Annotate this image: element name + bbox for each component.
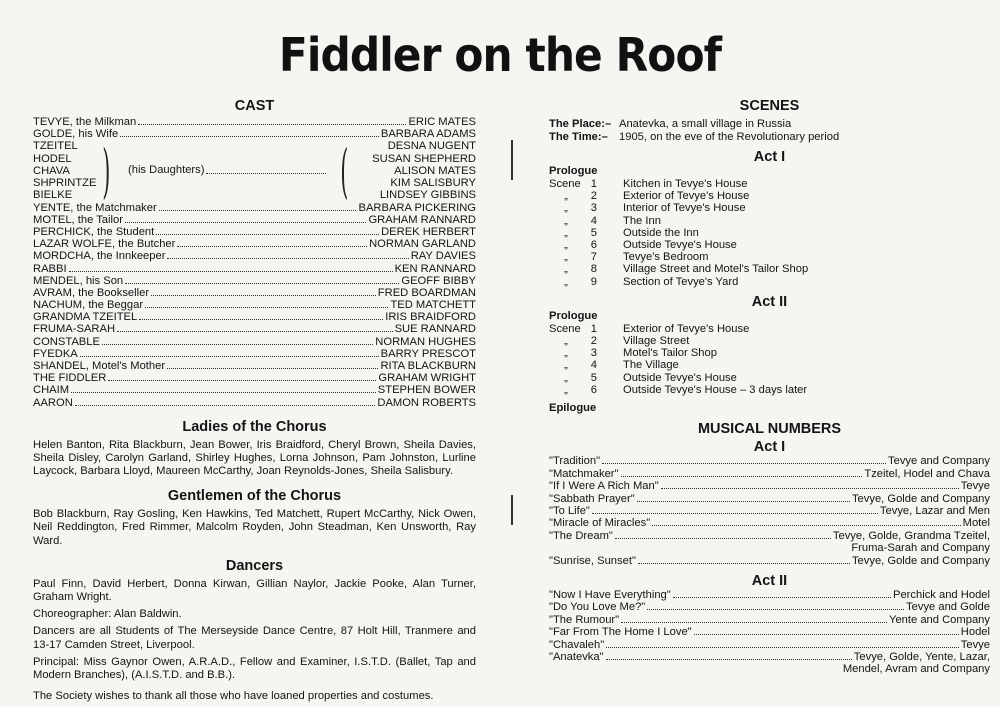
scene-title: Outside the Inn bbox=[623, 226, 699, 239]
song-title: "Tradition" bbox=[549, 455, 601, 468]
act1-scenes-heading: Act I bbox=[753, 149, 786, 165]
leader-dots bbox=[102, 344, 373, 345]
song-performers: Motel bbox=[962, 517, 990, 530]
scene-row bbox=[549, 276, 990, 288]
leader-dots bbox=[117, 331, 393, 332]
cast-actor: GRAHAM WRIGHT bbox=[378, 372, 476, 385]
song-performers: Perchick and Hodel bbox=[892, 588, 990, 601]
leader-dots bbox=[151, 295, 376, 296]
scene-prefix: „ bbox=[564, 226, 568, 239]
place-label: The Place:– bbox=[549, 118, 612, 130]
cast-role: LAZAR WOLFE, the Butcher bbox=[33, 238, 176, 251]
cast-row bbox=[33, 275, 476, 287]
leader-dots bbox=[167, 258, 408, 259]
cast-role: YENTE, the Matchmaker bbox=[33, 201, 157, 214]
song-performers: Tevye bbox=[960, 638, 990, 651]
cast-actor: IRIS BRAIDFORD bbox=[385, 311, 476, 324]
act2-song-list bbox=[549, 589, 990, 676]
song-row bbox=[549, 467, 990, 479]
cast-row bbox=[33, 262, 476, 274]
gentlemen-text: Bob Blackburn, Ray Gosling, Ken Hawkins, Ted Matchett, Rupert McCarthy, Nick Owen, Neil Reddington, Fred Rimmer, Malcolm Royden, John Steadman, Ken Unsworth, Ray Ward. bbox=[33, 508, 476, 547]
leader-dots bbox=[125, 222, 367, 223]
cast-role: AARON bbox=[33, 396, 73, 409]
song-performers: Tevye, Golde and Company bbox=[851, 554, 990, 567]
cast-role: PERCHICK, the Student bbox=[33, 225, 155, 238]
cast-actor: NORMAN HUGHES bbox=[375, 335, 476, 348]
cast-list bbox=[33, 201, 476, 408]
song-row bbox=[549, 638, 990, 650]
cast-actor: RITA BLACKBURN bbox=[380, 360, 476, 372]
scene-title: Village Street and Motel's Tailor Shop bbox=[623, 263, 809, 276]
cast-role: FYEDKA bbox=[33, 347, 78, 360]
song-performers: Hodel bbox=[960, 626, 990, 639]
scene-title: Exterior of Tevye's House bbox=[623, 322, 750, 335]
scene-row bbox=[549, 227, 990, 239]
act1-prologue: Prologue bbox=[549, 165, 598, 177]
leader-dots bbox=[602, 463, 886, 464]
cast-row bbox=[33, 360, 476, 372]
leader-dots bbox=[80, 356, 379, 357]
song-title: "Now I Have Everything" bbox=[549, 588, 671, 601]
students-text: Dancers are all Students of The Merseyside Dance Centre, 87 Holt Hill, Tranmere and 13-17 Camden Street, Liverpool. bbox=[33, 625, 476, 651]
cast-actor: TED MATCHETT bbox=[390, 299, 476, 312]
scene-row bbox=[549, 202, 990, 214]
cast-row bbox=[33, 311, 476, 323]
leader-dots bbox=[647, 609, 904, 610]
cast-role: FRUMA-SARAH bbox=[33, 323, 116, 336]
scene-prefix: „ bbox=[564, 335, 568, 348]
scene-number: 6 bbox=[590, 239, 597, 252]
cast-role: CONSTABLE bbox=[33, 335, 100, 348]
daughters-group bbox=[33, 137, 476, 206]
cast-row bbox=[33, 384, 476, 396]
scene-row bbox=[549, 190, 990, 202]
song-row bbox=[549, 589, 990, 601]
song-row bbox=[549, 492, 990, 504]
leader-dots bbox=[638, 563, 850, 564]
cast-actor: STEPHEN BOWER bbox=[377, 384, 476, 397]
scene-title: Tevye's Bedroom bbox=[623, 251, 709, 264]
song-row bbox=[549, 626, 990, 638]
cast-row bbox=[33, 116, 476, 128]
cast-actor: RAY DAVIES bbox=[410, 250, 476, 263]
song-title: "Anatevka" bbox=[549, 650, 604, 663]
scene-title: Outside Tevye's House bbox=[623, 371, 737, 384]
scene-row bbox=[549, 372, 990, 384]
cast-actor: DAMON ROBERTS bbox=[377, 396, 476, 409]
scene-row bbox=[549, 335, 990, 347]
gentlemen-heading: Gentlemen of the Chorus bbox=[167, 488, 342, 505]
page-title: Fiddler on the Roof bbox=[278, 28, 722, 82]
song-performers: Tzeitel, Hodel and Chava bbox=[864, 467, 990, 480]
daughter-role: TZEITEL bbox=[33, 140, 78, 153]
song-row bbox=[549, 529, 990, 541]
thanks-text: The Society wishes to thank all those who have loaned properties and costumes. bbox=[33, 690, 434, 703]
cast-role: GOLDE, his Wife bbox=[33, 128, 119, 141]
brace-left: ) bbox=[102, 137, 111, 206]
song-row bbox=[549, 601, 990, 613]
cast-row bbox=[33, 238, 476, 250]
scene-prefix: „ bbox=[564, 263, 568, 276]
daughter-actor: SUSAN SHEPHERD bbox=[372, 152, 476, 165]
scene-title: The Village bbox=[623, 359, 679, 372]
scene-row bbox=[549, 251, 990, 263]
cast-role: SHANDEL, Motel's Mother bbox=[33, 360, 166, 372]
scene-prefix: „ bbox=[564, 371, 568, 384]
daughter-actor: ALISON MATES bbox=[394, 164, 476, 177]
scene-number: 8 bbox=[590, 263, 597, 276]
scene-prefix: „ bbox=[564, 383, 568, 396]
daughter-role: BIELKE bbox=[33, 189, 73, 202]
scene-prefix: „ bbox=[564, 347, 568, 360]
leader-dots bbox=[69, 271, 393, 272]
scene-number: 2 bbox=[590, 335, 597, 348]
leader-dots bbox=[125, 283, 399, 284]
scene-row bbox=[549, 178, 990, 190]
leader-dots bbox=[673, 597, 891, 598]
cast-row bbox=[33, 372, 476, 384]
scenes-heading: SCENES bbox=[739, 98, 800, 114]
song-row bbox=[549, 517, 990, 529]
leader-dots bbox=[694, 634, 959, 635]
cast-role: RABBI bbox=[33, 262, 67, 275]
song-performers: Tevye and Company bbox=[888, 455, 990, 468]
fold-mark bbox=[511, 495, 517, 525]
cast-row bbox=[33, 250, 476, 262]
cast-row bbox=[33, 396, 476, 408]
leader-dots bbox=[177, 246, 367, 247]
brace-right: ( bbox=[340, 137, 349, 206]
cast-actor: DEREK HERBERT bbox=[381, 225, 476, 238]
song-row bbox=[549, 613, 990, 625]
cast-role: NACHUM, the Beggar bbox=[33, 299, 144, 312]
song-title: "To Life" bbox=[549, 505, 590, 517]
scene-number: 7 bbox=[590, 251, 597, 264]
song-performers: Tevye bbox=[960, 480, 990, 493]
musical-heading: MUSICAL NUMBERS bbox=[697, 421, 842, 438]
daughter-actors bbox=[372, 140, 476, 201]
leader-dots bbox=[206, 164, 326, 173]
song-performers: Tevye and Golde bbox=[906, 601, 990, 614]
song-performers-cont: Fruma-Sarah and Company bbox=[851, 541, 990, 554]
left-column bbox=[33, 98, 476, 707]
time-row bbox=[549, 131, 990, 144]
leader-dots bbox=[159, 210, 357, 211]
leader-dots bbox=[652, 525, 960, 526]
scene-title: Interior of Tevye's House bbox=[623, 202, 746, 215]
right-column bbox=[549, 98, 990, 675]
cast-heading: CAST bbox=[234, 98, 275, 114]
leader-dots bbox=[592, 513, 878, 514]
place-value: Anatevka, a small village in Russia bbox=[619, 118, 792, 130]
daughters-label: (his Daughters) bbox=[128, 164, 205, 177]
leader-dots bbox=[621, 622, 887, 623]
song-title: "The Dream" bbox=[549, 529, 613, 542]
leader-dots bbox=[108, 380, 376, 381]
song-title: "Chavaleh" bbox=[549, 638, 605, 651]
cast-actor: NORMAN GARLAND bbox=[369, 238, 476, 251]
daughter-actor: KIM SALISBURY bbox=[390, 176, 476, 189]
daughter-role: HODEL bbox=[33, 152, 72, 165]
time-value: 1905, on the eve of the Revolutionary period bbox=[619, 130, 840, 143]
song-performers-cont: Mendel, Avram and Company bbox=[842, 662, 990, 675]
scene-row bbox=[549, 347, 990, 359]
cast-row bbox=[33, 128, 476, 140]
song-title: "Sabbath Prayer" bbox=[549, 492, 635, 505]
cast-row bbox=[33, 299, 476, 311]
scene-number: 4 bbox=[590, 359, 597, 372]
scene-prefix: „ bbox=[564, 190, 568, 203]
song-title: "Do You Love Me?" bbox=[549, 601, 646, 614]
leader-dots bbox=[71, 392, 376, 393]
cast-actor: KEN RANNARD bbox=[394, 262, 476, 275]
scene-number: 3 bbox=[590, 347, 597, 360]
song-row bbox=[549, 651, 990, 663]
scene-prefix: „ bbox=[564, 275, 568, 288]
time-label: The Time:– bbox=[549, 130, 608, 143]
song-row bbox=[549, 480, 990, 492]
cast-list-top bbox=[33, 116, 476, 140]
cast-row bbox=[33, 214, 476, 226]
song-performers: Tevye, Golde and Company bbox=[851, 492, 990, 505]
act2-scenes-heading: Act II bbox=[751, 293, 788, 310]
scene-number: 5 bbox=[590, 226, 597, 239]
leader-dots bbox=[637, 501, 850, 502]
scene-prefix: „ bbox=[564, 202, 568, 215]
dancers-heading: Dancers bbox=[225, 557, 284, 574]
cast-row bbox=[33, 201, 476, 213]
scene-row bbox=[549, 359, 990, 371]
scene-row bbox=[549, 323, 990, 335]
scene-row bbox=[549, 215, 990, 227]
cast-role: MORDCHA, the Innkeeper bbox=[33, 250, 166, 263]
scene-number: 1 bbox=[590, 322, 597, 335]
place-row bbox=[549, 118, 990, 131]
song-title: "Far From The Home I Love" bbox=[549, 626, 692, 639]
song-performers: Tevye, Lazar and Men bbox=[879, 505, 990, 517]
principal-text: Principal: Miss Gaynor Owen, A.R.A.D., Fellow and Examiner, I.S.T.D. (Ballet, Tap and Modern Branches), (A.I.S.T.D. and B.B.). bbox=[33, 655, 476, 681]
act2-prologue: Prologue bbox=[549, 309, 598, 322]
choreographer-text: Choreographer: Alan Baldwin. bbox=[33, 608, 182, 621]
act1-scene-list bbox=[549, 178, 990, 288]
scene-title: Section of Tevye's Yard bbox=[623, 275, 739, 288]
cast-role: MENDEL, his Son bbox=[33, 274, 124, 287]
cast-actor: SUE RANNARD bbox=[394, 323, 476, 336]
daughter-role: SHPRINTZE bbox=[33, 176, 97, 189]
song-title: "Sunrise, Sunset" bbox=[549, 554, 636, 567]
cast-role: TEVYE, the Milkman bbox=[33, 116, 137, 129]
leader-dots bbox=[138, 124, 406, 125]
scene-number: 6 bbox=[590, 383, 597, 396]
scene-row bbox=[549, 239, 990, 251]
cast-row bbox=[33, 323, 476, 335]
leader-dots bbox=[156, 234, 379, 235]
cast-row bbox=[33, 348, 476, 360]
scene-number: 3 bbox=[590, 202, 597, 215]
scene-prefix: Scene bbox=[549, 178, 581, 190]
scene-title: Kitchen in Tevye's House bbox=[623, 178, 748, 190]
scene-row bbox=[549, 384, 990, 396]
song-title: "Miracle of Miracles" bbox=[549, 517, 651, 530]
scene-title: Outside Tevye's House bbox=[623, 239, 737, 252]
song-row bbox=[549, 455, 990, 467]
cast-actor: BARBARA PICKERING bbox=[358, 201, 476, 214]
scene-title: Village Street bbox=[623, 335, 690, 348]
scene-prefix: „ bbox=[564, 359, 568, 372]
cast-actor: GRAHAM RANNARD bbox=[368, 213, 476, 226]
leader-dots bbox=[167, 368, 378, 369]
leader-dots bbox=[661, 488, 959, 489]
daughters-label-row bbox=[128, 164, 328, 176]
song-performers: Tevye, Golde, Grandma Tzeitel, bbox=[832, 529, 990, 542]
cast-actor: GEOFF BIBBY bbox=[401, 274, 476, 287]
scene-title: Outside Tevye's House – 3 days later bbox=[623, 383, 808, 396]
leader-dots bbox=[145, 307, 388, 308]
ladies-text: Helen Banton, Rita Blackburn, Jean Bower, Iris Braidford, Cheryl Brown, Sheila Davies, Sheila Disley, Carolyn Garland, Shirley Hughes, Lorna Johnson, Pam Johnston, Lurline Laycock, Barbara Lloyd, Maureen McCarthy, Joan Reynolds-Jones, Sheila Salisbury. bbox=[33, 438, 476, 477]
scene-number: 9 bbox=[590, 275, 597, 288]
scene-title: Exterior of Tevye's House bbox=[623, 190, 750, 203]
scene-prefix: „ bbox=[564, 214, 568, 227]
cast-row bbox=[33, 335, 476, 347]
cast-row bbox=[33, 226, 476, 238]
scene-number: 4 bbox=[590, 214, 597, 227]
song-title: "The Rumour" bbox=[549, 613, 620, 626]
daughter-roles bbox=[33, 140, 96, 201]
daughter-actor: DESNA NUGENT bbox=[387, 140, 476, 153]
cast-actor: ERIC MATES bbox=[408, 116, 476, 129]
scene-title: The Inn bbox=[623, 214, 661, 227]
act2-songs-heading: Act II bbox=[751, 572, 788, 589]
act1-song-list bbox=[549, 455, 990, 567]
song-title: "If I Were A Rich Man" bbox=[549, 480, 659, 493]
scene-number: 1 bbox=[590, 178, 597, 190]
leader-dots bbox=[621, 476, 863, 477]
cast-actor: BARBARA ADAMS bbox=[380, 128, 476, 141]
dancers-text: Paul Finn, David Herbert, Donna Kirwan, Gillian Naylor, Jackie Pooke, Alan Turner, Graham Wright. bbox=[33, 577, 476, 603]
leader-dots bbox=[606, 659, 852, 660]
daughter-role: CHAVA bbox=[33, 164, 70, 177]
leader-dots bbox=[75, 405, 376, 406]
scene-row bbox=[549, 263, 990, 275]
cast-actor: FRED BOARDMAN bbox=[377, 286, 476, 299]
cast-actor: BARRY PRESCOT bbox=[380, 347, 476, 360]
ladies-heading: Ladies of the Chorus bbox=[182, 418, 327, 435]
cast-role: GRANDMA TZEITEL bbox=[33, 311, 138, 324]
daughter-actor: LINDSEY GIBBINS bbox=[379, 189, 476, 202]
act2-scene-list bbox=[549, 323, 990, 396]
scene-title: Motel's Tailor Shop bbox=[623, 347, 717, 360]
leader-dots bbox=[615, 538, 831, 539]
fold-mark bbox=[511, 140, 517, 180]
scene-number: 5 bbox=[590, 371, 597, 384]
cast-role: MOTEL, the Tailor bbox=[33, 213, 123, 226]
song-performers: Tevye, Golde, Yente, Lazar, bbox=[853, 650, 990, 663]
act1-songs-heading: Act I bbox=[753, 439, 786, 456]
epilogue: Epilogue bbox=[549, 402, 597, 415]
song-row bbox=[549, 554, 990, 566]
scene-prefix: Scene bbox=[549, 322, 581, 335]
leader-dots bbox=[139, 319, 383, 320]
scene-prefix: „ bbox=[564, 239, 568, 252]
cast-role: THE FIDDLER bbox=[33, 372, 107, 385]
scene-number: 2 bbox=[590, 190, 597, 203]
cast-role: AVRAM, the Bookseller bbox=[33, 286, 150, 299]
song-performers: Yente and Company bbox=[889, 613, 990, 626]
cast-row bbox=[33, 287, 476, 299]
cast-role: CHAIM bbox=[33, 384, 70, 397]
scene-prefix: „ bbox=[564, 251, 568, 264]
song-title: "Matchmaker" bbox=[549, 467, 619, 480]
leader-dots bbox=[606, 647, 959, 648]
song-row bbox=[549, 505, 990, 517]
